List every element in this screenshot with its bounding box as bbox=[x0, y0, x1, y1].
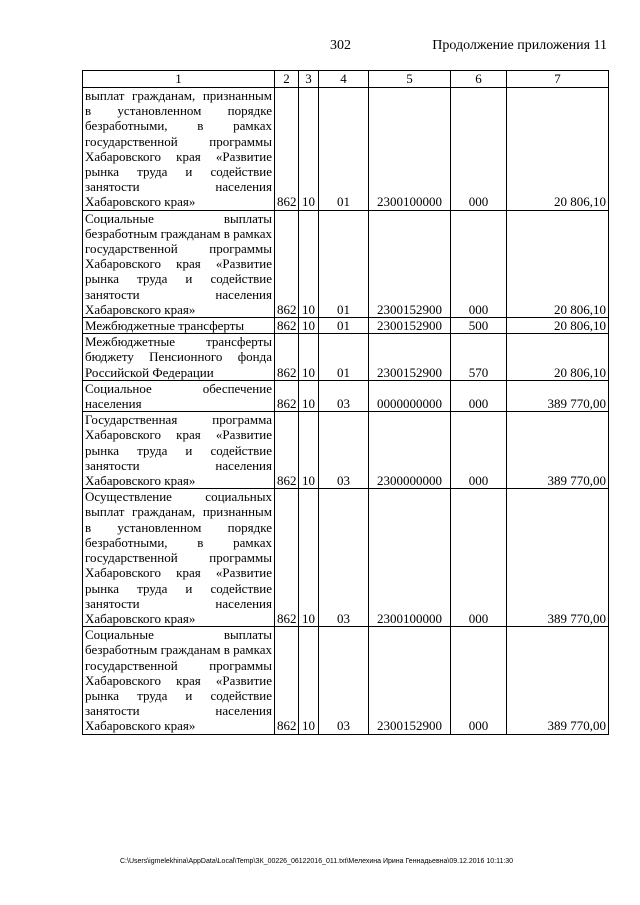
item-name-cell: Осуществление социальных выплат гражданам, признанным в установленном порядке безработными, в рамках государственной программы Хабаровского края «Развитие рынка труда и содействие занятости населения Хабаровского края» bbox=[83, 489, 275, 627]
table-row bbox=[83, 380, 609, 411]
subsection-cell: 03 bbox=[319, 380, 369, 411]
item-name-cell: выплат гражданам, признанным в установленном порядке безработными, в рамках государственной программы Хабаровского края «Развитие рынка труда и содействие занятости населения Хабаровского края» bbox=[83, 88, 275, 211]
grbs-cell: 862 bbox=[275, 318, 299, 334]
table-row bbox=[83, 210, 609, 317]
amount-cell: 389 770,00 bbox=[507, 489, 609, 627]
column-header: 1 bbox=[83, 71, 275, 88]
expense-type-cell: 000 bbox=[451, 489, 507, 627]
grbs-cell: 862 bbox=[275, 380, 299, 411]
table-row bbox=[83, 318, 609, 334]
grbs-cell: 862 bbox=[275, 88, 299, 211]
expense-type-cell: 000 bbox=[451, 88, 507, 211]
section-cell: 10 bbox=[299, 627, 319, 734]
section-cell: 10 bbox=[299, 334, 319, 381]
subsection-cell: 03 bbox=[319, 489, 369, 627]
footer-file-path: C:\Users\igmelekhina\AppData\Local\Temp\ЗК_00226_06122016_011.txt\Мелехина Ирина Геннадьевна\09.12.2016 10:11:30 bbox=[120, 858, 514, 865]
amount-cell: 389 770,00 bbox=[507, 380, 609, 411]
amount-cell: 20 806,10 bbox=[507, 334, 609, 381]
table-row bbox=[83, 88, 609, 211]
column-header: 7 bbox=[507, 71, 609, 88]
subsection-cell: 03 bbox=[319, 627, 369, 734]
item-name-cell: Социальные выплаты безработным гражданам в рамках государственной программы Хабаровского края «Развитие рынка труда и содействие занятости населения Хабаровского края» bbox=[83, 210, 275, 317]
section-cell: 10 bbox=[299, 88, 319, 211]
column-header: 6 bbox=[451, 71, 507, 88]
subsection-cell: 03 bbox=[319, 412, 369, 489]
amount-cell: 20 806,10 bbox=[507, 210, 609, 317]
subsection-cell: 01 bbox=[319, 334, 369, 381]
section-cell: 10 bbox=[299, 210, 319, 317]
expense-type-cell: 570 bbox=[451, 334, 507, 381]
item-name-cell: Социальное обеспечение населения bbox=[83, 380, 275, 411]
item-name-cell: Государственная программа Хабаровского края «Развитие рынка труда и содействие занятости населения Хабаровского края» bbox=[83, 412, 275, 489]
target-article-cell: 2300152900 bbox=[369, 318, 451, 334]
table-row bbox=[83, 627, 609, 734]
column-number-row bbox=[83, 71, 609, 88]
table-row bbox=[83, 334, 609, 381]
item-name-cell: Социальные выплаты безработным гражданам в рамках государственной программы Хабаровского края «Развитие рынка труда и содействие занятости населения Хабаровского края» bbox=[83, 627, 275, 734]
item-name-cell: Межбюджетные трансферты бюджету Пенсионного фонда Российской Федерации bbox=[83, 334, 275, 381]
grbs-cell: 862 bbox=[275, 334, 299, 381]
table-row bbox=[83, 412, 609, 489]
grbs-cell: 862 bbox=[275, 210, 299, 317]
section-cell: 10 bbox=[299, 412, 319, 489]
column-header: 4 bbox=[319, 71, 369, 88]
column-header: 5 bbox=[369, 71, 451, 88]
target-article-cell: 2300100000 bbox=[369, 88, 451, 211]
amount-cell: 389 770,00 bbox=[507, 627, 609, 734]
amount-cell: 20 806,10 bbox=[507, 88, 609, 211]
expense-type-cell: 000 bbox=[451, 412, 507, 489]
grbs-cell: 862 bbox=[275, 489, 299, 627]
expense-type-cell: 000 bbox=[451, 380, 507, 411]
subsection-cell: 01 bbox=[319, 88, 369, 211]
column-header: 2 bbox=[275, 71, 299, 88]
column-header: 3 bbox=[299, 71, 319, 88]
expense-type-cell: 500 bbox=[451, 318, 507, 334]
section-cell: 10 bbox=[299, 489, 319, 627]
grbs-cell: 862 bbox=[275, 627, 299, 734]
item-name-cell: Межбюджетные трансферты bbox=[83, 318, 275, 334]
section-cell: 10 bbox=[299, 380, 319, 411]
section-cell: 10 bbox=[299, 318, 319, 334]
target-article-cell: 2300152900 bbox=[369, 334, 451, 381]
target-article-cell: 2300152900 bbox=[369, 627, 451, 734]
target-article-cell: 2300000000 bbox=[369, 412, 451, 489]
target-article-cell: 2300152900 bbox=[369, 210, 451, 317]
subsection-cell: 01 bbox=[319, 210, 369, 317]
amount-cell: 389 770,00 bbox=[507, 412, 609, 489]
amount-cell: 20 806,10 bbox=[507, 318, 609, 334]
page-caption: Продолжение приложения 11 bbox=[432, 38, 607, 53]
grbs-cell: 862 bbox=[275, 412, 299, 489]
table-row bbox=[83, 489, 609, 627]
target-article-cell: 2300100000 bbox=[369, 489, 451, 627]
expense-type-cell: 000 bbox=[451, 210, 507, 317]
expense-type-cell: 000 bbox=[451, 627, 507, 734]
budget-table bbox=[82, 70, 609, 735]
target-article-cell: 0000000000 bbox=[369, 380, 451, 411]
page-number: 302 bbox=[330, 38, 351, 53]
subsection-cell: 01 bbox=[319, 318, 369, 334]
